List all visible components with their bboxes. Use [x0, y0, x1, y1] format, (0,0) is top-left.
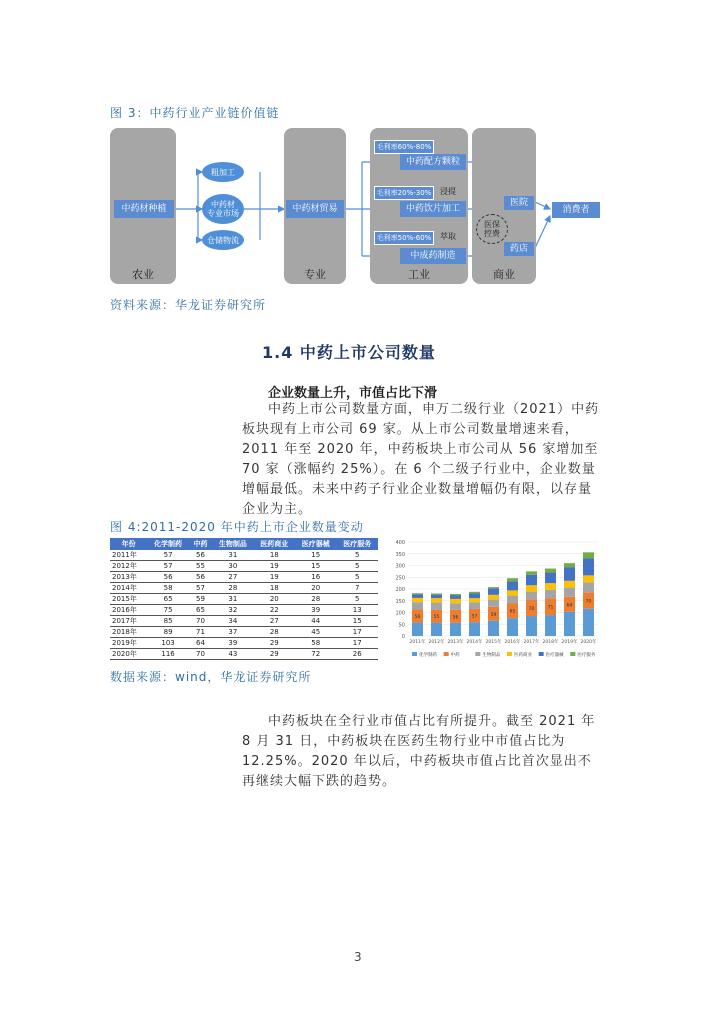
table-cell: 15	[295, 550, 336, 561]
bar-segment	[431, 598, 442, 602]
node-trade: 中药材贸易	[286, 200, 344, 218]
bar-segment	[564, 588, 575, 597]
paragraph-1	[242, 400, 604, 520]
data-label: 56	[414, 615, 421, 621]
bar-segment	[450, 603, 461, 609]
table-cell: 72	[295, 649, 336, 660]
table-header: 中药	[189, 538, 212, 550]
table-cell: 57	[189, 583, 212, 594]
bar-segment	[488, 621, 499, 636]
table-cell: 39	[295, 605, 336, 616]
table-header: 医药商业	[254, 538, 295, 550]
table-cell: 2013年	[110, 572, 147, 583]
bar-segment	[526, 585, 537, 591]
table-row	[110, 649, 378, 660]
table-cell: 26	[336, 649, 378, 660]
bar-segment	[412, 594, 423, 598]
data-label: 65	[509, 609, 516, 615]
table-header: 化学制药	[147, 538, 188, 550]
table-cell: 64	[189, 638, 212, 649]
node-medicare: 医保 控费	[476, 214, 508, 244]
legend-swatch	[507, 652, 512, 656]
table-header-row	[110, 538, 378, 550]
bar-segment	[469, 622, 480, 636]
table-cell: 29	[254, 649, 295, 660]
bar-segment	[488, 600, 499, 607]
x-tick-label: 2020年	[580, 640, 597, 645]
paragraph-2	[242, 712, 604, 792]
figure-3-title: 图 3：中药行业产业链价值链	[110, 106, 280, 120]
bar-segment	[469, 592, 480, 594]
table-row	[110, 616, 378, 627]
table-cell: 70	[189, 649, 212, 660]
table-cell: 55	[189, 561, 212, 572]
table-header: 医疗服务	[336, 538, 378, 550]
node-market: 中药材 专业市场	[202, 194, 244, 224]
column-commerce-label: 商业	[493, 268, 515, 281]
legend-label: 医药商业	[514, 653, 532, 658]
column-industry-label: 工业	[408, 268, 430, 281]
node-consumer: 消费者	[552, 202, 600, 218]
table-cell: 2018年	[110, 627, 147, 638]
bar-segment	[545, 583, 556, 590]
legend-swatch	[539, 652, 544, 656]
table-row	[110, 638, 378, 649]
table-row	[110, 583, 378, 594]
bar-segment	[488, 588, 499, 595]
table-cell: 5	[336, 572, 378, 583]
legend-swatch	[570, 652, 575, 656]
table-cell: 5	[336, 550, 378, 561]
x-tick-label: 2017年	[523, 640, 540, 645]
node-pharmacy: 药店	[504, 242, 534, 256]
table-cell: 116	[147, 649, 188, 660]
figure-4-title: 图 4:2011-2020 年中药上市企业数量变动	[110, 520, 364, 534]
bar-segment	[583, 582, 594, 592]
table-cell: 15	[295, 561, 336, 572]
table-cell: 13	[336, 605, 378, 616]
node-formula: 中药配方颗粒	[400, 154, 466, 170]
table-cell: 19	[254, 561, 295, 572]
value-chain-diagram	[110, 128, 616, 286]
table-cell: 2017年	[110, 616, 147, 627]
legend-swatch	[412, 652, 417, 656]
column-professional-label: 专业	[304, 268, 326, 281]
note-extract: 浸提	[440, 187, 456, 196]
data-label: 57	[471, 614, 478, 620]
bar-segment	[450, 623, 461, 636]
bar-segment	[412, 602, 423, 609]
x-tick-label: 2018年	[542, 640, 559, 645]
table-cell: 59	[189, 594, 212, 605]
table-cell: 89	[147, 627, 188, 638]
legend-label: 医疗器械	[545, 653, 564, 658]
bar-segment	[412, 598, 423, 602]
bar-segment	[545, 569, 556, 573]
table-cell: 2012年	[110, 561, 147, 572]
bar-segment	[526, 592, 537, 600]
x-tick-label: 2011年	[409, 640, 426, 645]
y-tick-label: 0	[401, 634, 405, 640]
y-tick-label: 250	[395, 575, 405, 582]
table-cell: 18	[254, 550, 295, 561]
table-cell: 22	[254, 605, 295, 616]
x-tick-label: 2014年	[466, 640, 483, 645]
bar-segment	[507, 596, 518, 604]
table-cell: 56	[147, 572, 188, 583]
figure-4-source: 数据来源：wind，华龙证券研究所	[110, 670, 312, 684]
bar-segment	[450, 594, 461, 595]
legend-label: 化学制药	[419, 653, 437, 658]
bar-segment	[507, 578, 518, 581]
bar-segment	[431, 593, 442, 594]
page-number: 3	[354, 950, 362, 964]
paragraph-1-text: 中药上市公司数量方面，申万二级行业（2021）中药板块现有上市公司 69 家。从上市公司数量增速来看，2011 年至 2020 年，中药板块上市公司从 56 家增加至 70 家（涨幅约 25%）。在 6 个二级子行业中，企业数量增幅最低。未来中药子行业企业数量增幅仍有限，以存量企业为主。	[242, 402, 600, 517]
table-cell: 30	[212, 561, 253, 572]
bar-segment	[431, 623, 442, 636]
node-decoction: 中药饮片加工	[400, 201, 466, 217]
bar-segment	[450, 599, 461, 603]
data-label: 55	[433, 615, 440, 621]
table-cell: 71	[189, 627, 212, 638]
bar-segment	[507, 618, 518, 636]
tag-margin-3: 毛利率50%-60%	[374, 231, 434, 245]
column-agriculture-label: 农业	[132, 268, 154, 281]
y-tick-label: 350	[395, 551, 405, 558]
table-row	[110, 627, 378, 638]
bar-segment	[412, 623, 423, 636]
table-cell: 15	[336, 616, 378, 627]
node-processing: 粗加工	[202, 162, 244, 182]
table-header: 医疗器械	[295, 538, 336, 550]
x-tick-label: 2012年	[428, 640, 445, 645]
bar-segment	[526, 616, 537, 636]
table-cell: 58	[295, 638, 336, 649]
table-cell: 28	[254, 627, 295, 638]
data-label: 71	[547, 605, 554, 611]
bar-segment	[583, 609, 594, 636]
table-cell: 2020年	[110, 649, 147, 660]
table-cell: 18	[254, 583, 295, 594]
x-tick-label: 2016年	[504, 640, 521, 645]
table-cell: 31	[212, 594, 253, 605]
x-tick-label: 2013年	[447, 640, 464, 645]
table-cell: 34	[212, 616, 253, 627]
table-cell: 75	[147, 605, 188, 616]
bar-segment	[507, 581, 518, 590]
bar-segment	[469, 602, 480, 609]
figure-3-source: 资料来源：华龙证券研究所	[110, 298, 267, 312]
bar-segment	[507, 590, 518, 595]
data-label: 59	[490, 612, 497, 618]
company-count-table	[110, 538, 378, 660]
table-cell: 57	[147, 550, 188, 561]
diagram-connectors	[110, 128, 616, 286]
bar-segment	[583, 558, 594, 575]
table-header: 生物制品	[212, 538, 253, 550]
table-header: 年份	[110, 538, 147, 550]
bar-segment	[431, 603, 442, 610]
stacked-bar-chart	[384, 536, 606, 666]
table-cell: 103	[147, 638, 188, 649]
table-cell: 5	[336, 561, 378, 572]
bar-segment	[469, 593, 480, 598]
bar-segment	[450, 595, 461, 599]
table-cell: 2011年	[110, 550, 147, 561]
table-row	[110, 572, 378, 583]
table-cell: 2014年	[110, 583, 147, 594]
bar-segment	[545, 615, 556, 636]
table-cell: 29	[254, 638, 295, 649]
x-tick-label: 2015年	[485, 640, 502, 645]
node-storage: 仓储物流	[202, 230, 244, 250]
bar-segment	[564, 563, 575, 567]
table-cell: 27	[212, 572, 253, 583]
bar-segment	[583, 552, 594, 558]
legend-label: 中药	[450, 653, 460, 658]
bar-segment	[545, 590, 556, 599]
table-cell: 65	[189, 605, 212, 616]
y-tick-label: 50	[398, 622, 405, 629]
table-cell: 85	[147, 616, 188, 627]
node-patent-medicine: 中成药制造	[400, 248, 466, 264]
bar-segment	[545, 573, 556, 584]
section-heading: 1.4 中药上市公司数量	[262, 343, 436, 362]
table-cell: 7	[336, 583, 378, 594]
data-label: 70	[585, 599, 592, 605]
table-cell: 2016年	[110, 605, 147, 616]
legend-label: 生物制品	[482, 653, 501, 658]
bar-segment	[526, 571, 537, 575]
table-row	[110, 594, 378, 605]
section-subheading: 企业数量上升，市值占比下滑	[268, 386, 438, 401]
bar-segment	[526, 575, 537, 585]
table-cell: 45	[295, 627, 336, 638]
x-tick-label: 2019年	[561, 640, 578, 645]
y-tick-label: 150	[395, 598, 405, 605]
paragraph-2-text: 中药板块在全行业市值占比有所提升。截至 2021 年 8 月 31 日，中药板块在医药生物行业中市值占比为 12.25%。2020 年以后，中药板块市值占比首次显出不再继续大幅下跌的趋势。	[242, 714, 596, 789]
table-cell: 16	[295, 572, 336, 583]
y-tick-label: 300	[395, 563, 405, 570]
table-cell: 44	[295, 616, 336, 627]
table-cell: 20	[254, 594, 295, 605]
table-cell: 37	[212, 627, 253, 638]
table-row	[110, 605, 378, 616]
table-cell: 28	[212, 583, 253, 594]
legend-swatch	[444, 652, 449, 656]
tag-margin-1: 毛利率60%-80%	[374, 140, 434, 154]
table-cell: 31	[212, 550, 253, 561]
bar-segment	[469, 598, 480, 602]
tag-margin-2: 毛利率20%-30%	[374, 186, 434, 200]
data-label: 56	[452, 615, 459, 621]
bar-segment	[431, 595, 442, 599]
table-cell: 32	[212, 605, 253, 616]
table-cell: 5	[336, 594, 378, 605]
table-cell: 70	[189, 616, 212, 627]
y-tick-label: 200	[395, 587, 405, 593]
bar-segment	[564, 581, 575, 588]
table-cell: 28	[295, 594, 336, 605]
legend-label: 医疗服务	[577, 653, 596, 658]
table-cell: 17	[336, 627, 378, 638]
data-label: 70	[528, 606, 535, 612]
bar-segment	[583, 575, 594, 582]
node-hospital: 医院	[504, 196, 534, 210]
table-cell: 56	[189, 572, 212, 583]
node-planting: 中药材种植	[114, 200, 174, 218]
table-cell: 27	[254, 616, 295, 627]
table-row	[110, 550, 378, 561]
table-cell: 57	[147, 561, 188, 572]
data-label: 64	[566, 603, 573, 609]
table-cell: 65	[147, 594, 188, 605]
table-cell: 17	[336, 638, 378, 649]
bar-segment	[488, 587, 499, 588]
table-cell: 2015年	[110, 594, 147, 605]
bar-segment	[564, 567, 575, 581]
y-tick-label: 400	[395, 540, 405, 546]
table-cell: 56	[189, 550, 212, 561]
legend-swatch	[475, 652, 480, 656]
y-tick-label: 100	[395, 610, 405, 617]
table-cell: 20	[295, 583, 336, 594]
table-row	[110, 561, 378, 572]
table-cell: 19	[254, 572, 295, 583]
bar-segment	[564, 612, 575, 636]
table-cell: 58	[147, 583, 188, 594]
bar-segment	[412, 593, 423, 594]
note-refine: 萃取	[440, 232, 456, 241]
table-cell: 43	[212, 649, 253, 660]
table-cell: 2019年	[110, 638, 147, 649]
bar-segment	[488, 595, 499, 600]
table-cell: 39	[212, 638, 253, 649]
